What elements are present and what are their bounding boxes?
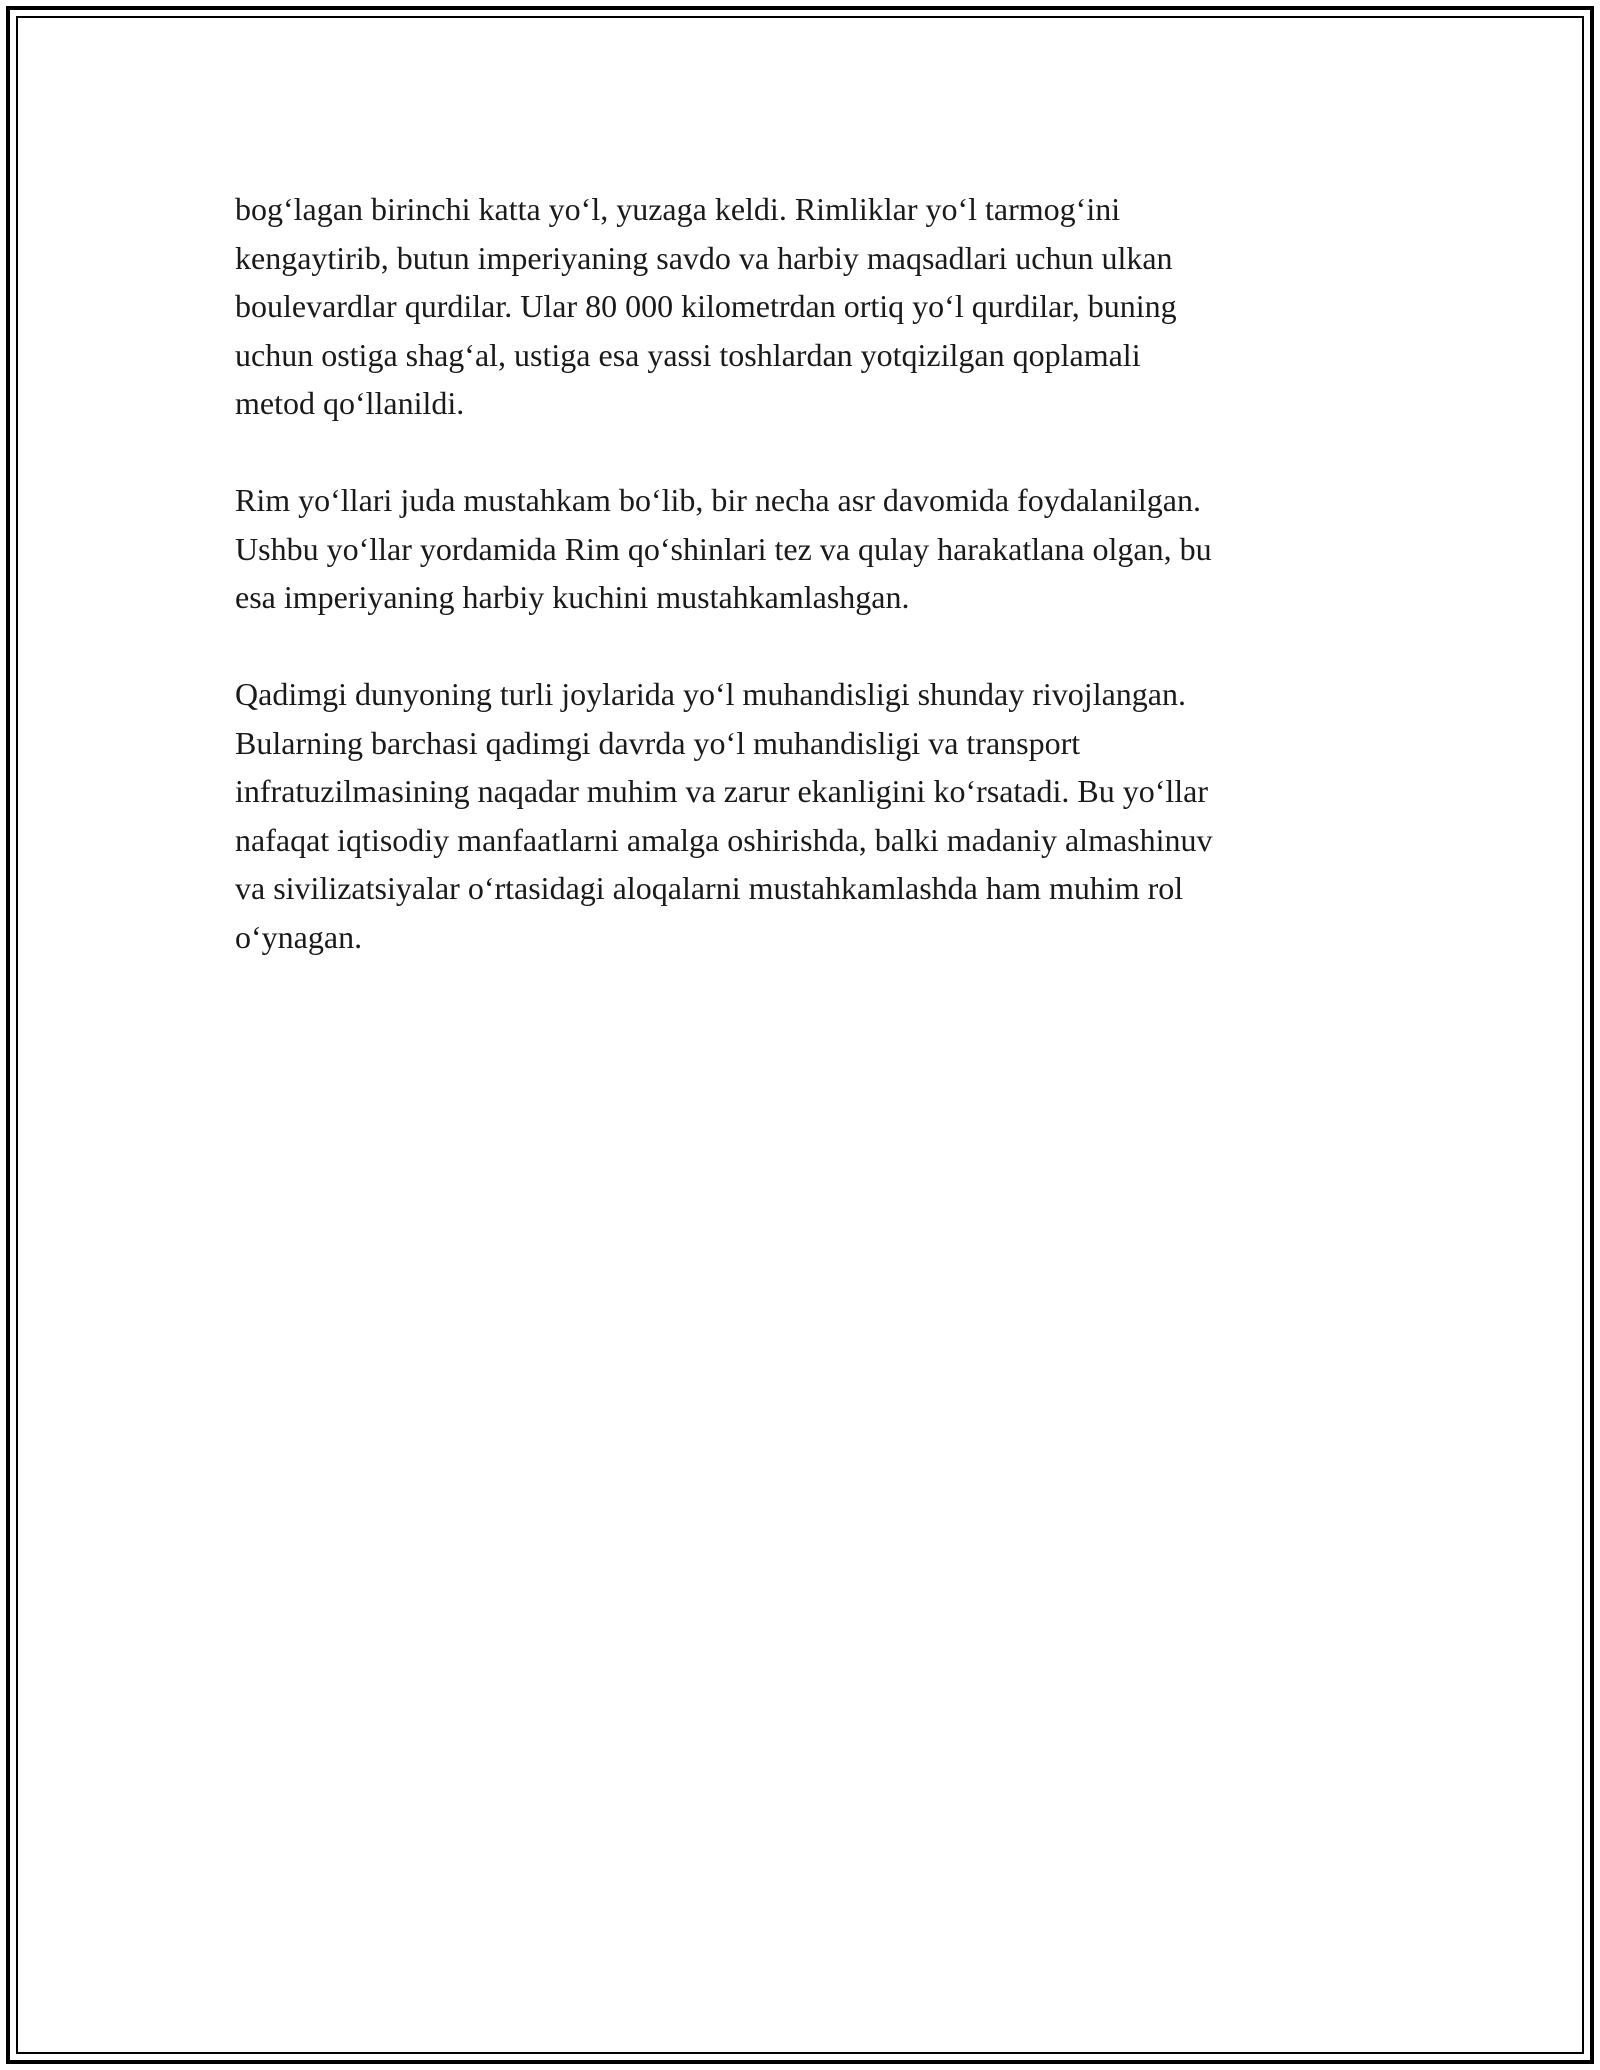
paragraph-roman-roads-construction: bog‘lagan birinchi katta yo‘l, yuzaga keldi. Rimliklar yo‘l tarmog‘ini kengaytirib, butun imperiyaning savdo va harbiy maqsadlari uchun ulkan boulevardlar qurdilar. Ular 80 000 kilometrdan ortiq yo‘l qurdilar, buning uchun ostiga shag‘al, ustiga esa yassi toshlardan yotqizilgan qoplamali metod qo‘llanildi. bbox=[235, 191, 1177, 421]
paragraph-roman-roads-durability: Rim yo‘llari juda mustahkam bo‘lib, bir necha asr davomida foydalanilgan. Ushbu yo‘llar yordamida Rim qo‘shinlari tez va qulay harakatlana olgan, bu esa imperiyaning harbiy kuchini mustahkamlashgan. bbox=[235, 482, 1212, 615]
paragraph-ancient-road-engineering: Qadimgi dunyoning turli joylarida yo‘l muhandisligi shunday rivojlangan. Bularning barchasi qadimgi davrda yo‘l muhandisligi va transport infratuzilmasining naqadar muhim va zarur ekanligini ko‘rsatadi. Bu yo‘llar nafaqat iqtisodiy manfaatlarni amalga oshirishda, balki madaniy almashinuv va sivilizatsiyalar o‘rtasidagi aloqalarni mustahkamlashda ham muhim rol o‘ynagan. bbox=[235, 676, 1213, 955]
document-body bbox=[235, 185, 1375, 1010]
